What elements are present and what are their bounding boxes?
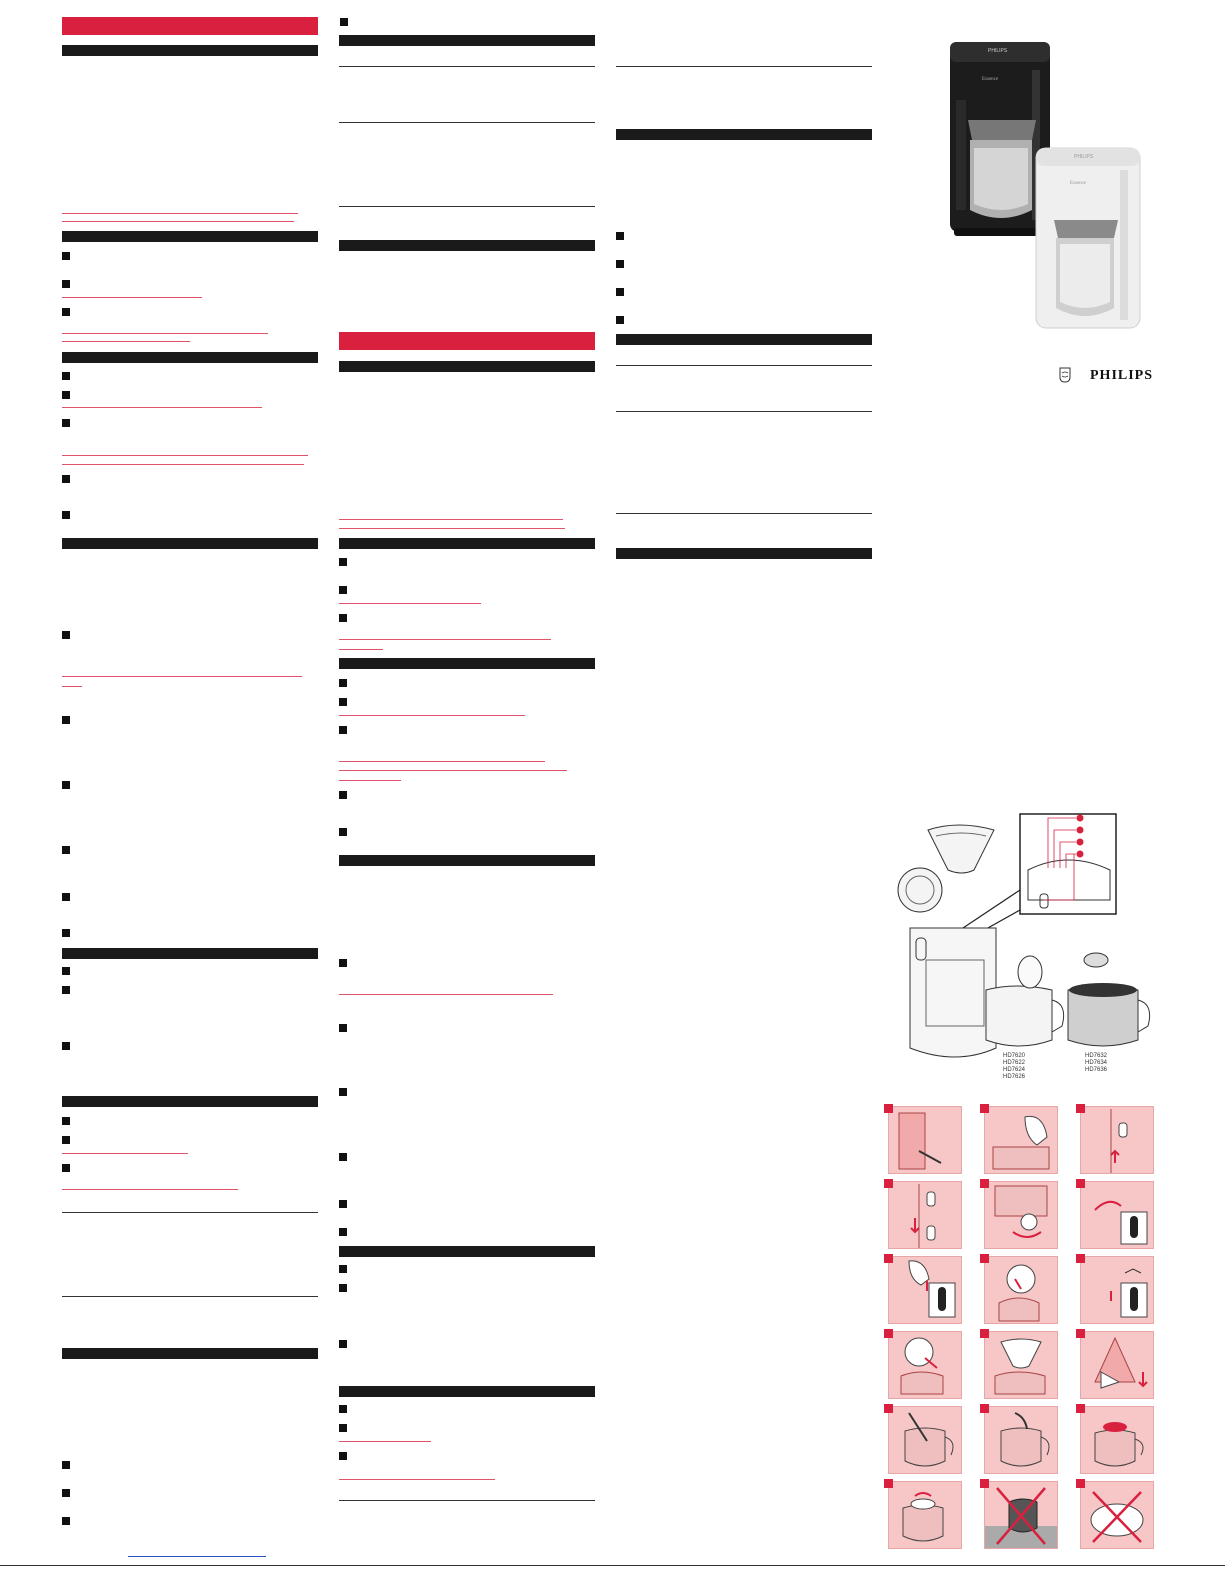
bullet-square-icon — [616, 232, 624, 240]
bullet-square-icon — [339, 1284, 347, 1292]
bullet-square-icon — [339, 1088, 347, 1096]
note-line — [62, 333, 268, 334]
step-panel — [1080, 1331, 1154, 1399]
step-panel — [984, 1331, 1058, 1399]
section-heading-bar — [339, 538, 595, 549]
divider-rule — [616, 66, 872, 67]
step-number-marker — [980, 1479, 989, 1488]
divider-rule — [616, 365, 872, 366]
bullet-square-icon — [62, 986, 70, 994]
step-number-marker — [884, 1479, 893, 1488]
step-panel — [888, 1181, 962, 1249]
bullet-square-icon — [62, 631, 70, 639]
step-number-marker — [884, 1104, 893, 1113]
important-note-line — [339, 528, 565, 529]
bullet-square-icon — [339, 1424, 347, 1432]
note-line — [62, 341, 190, 342]
bullet-square-icon — [62, 781, 70, 789]
bullet-square-icon — [339, 614, 347, 622]
note-line — [62, 297, 202, 298]
model-list-thermo: HD7632 HD7634 HD7636 — [1085, 1053, 1108, 1073]
divider-rule — [339, 66, 595, 67]
bullet-square-icon — [339, 679, 347, 687]
note-line — [339, 994, 553, 995]
section-heading-bar — [339, 240, 595, 251]
bullet-square-icon — [339, 1405, 347, 1413]
section-heading-bar — [339, 1386, 595, 1397]
section-heading-bar — [62, 1348, 318, 1359]
bullet-square-icon — [62, 308, 70, 316]
note-line — [62, 464, 304, 465]
step-panel — [888, 1106, 962, 1174]
step-number-marker — [1076, 1404, 1085, 1413]
divider-rule — [339, 122, 595, 123]
model-list-glass: HD7620 HD7622 HD7624 HD7626 — [1003, 1053, 1026, 1080]
step-panel — [984, 1181, 1058, 1249]
bullet-square-icon — [62, 419, 70, 427]
bullet-square-icon — [339, 698, 347, 706]
bullet-square-icon — [616, 288, 624, 296]
note-line — [339, 761, 545, 762]
note-line — [339, 1479, 495, 1480]
bullet-square-icon — [62, 1517, 70, 1525]
note-line — [62, 686, 82, 687]
section-heading-bar — [339, 855, 595, 866]
section-heading-bar — [62, 1096, 318, 1107]
important-note-line — [62, 213, 298, 214]
section-heading-bar — [616, 548, 872, 559]
step-panel — [888, 1256, 962, 1324]
bullet-square-icon — [616, 260, 624, 268]
step-number-marker — [884, 1329, 893, 1338]
step-number-marker — [1076, 1104, 1085, 1113]
bullet-square-icon — [62, 967, 70, 975]
step-number-marker — [980, 1179, 989, 1188]
note-line — [62, 455, 308, 456]
step-panel — [1080, 1406, 1154, 1474]
step-number-marker — [1076, 1254, 1085, 1263]
divider-rule — [62, 1212, 318, 1213]
section-heading-bar — [339, 361, 595, 372]
machine-name: Essence — [1070, 181, 1087, 186]
bullet-square-icon — [62, 511, 70, 519]
note-line — [62, 1189, 238, 1190]
note-line — [339, 649, 383, 650]
step-panel — [984, 1406, 1058, 1474]
bullet-square-icon — [339, 1153, 347, 1161]
section-heading-bar — [616, 334, 872, 345]
section-heading-bar — [62, 538, 318, 549]
note-line — [62, 407, 262, 408]
section-heading-bar — [62, 352, 318, 363]
step-panel — [1080, 1106, 1154, 1174]
page-footer-line — [0, 1565, 1225, 1566]
bullet-square-icon — [62, 1117, 70, 1125]
bullet-square-icon — [339, 558, 347, 566]
note-line — [339, 639, 551, 640]
bullet-square-icon — [62, 372, 70, 380]
important-note-line — [339, 519, 563, 520]
step-panel — [888, 1481, 962, 1549]
step-number-marker — [980, 1104, 989, 1113]
note-line — [339, 780, 401, 781]
bullet-square-icon — [62, 893, 70, 901]
bullet-square-icon — [62, 280, 70, 288]
section-heading-bar — [339, 658, 595, 669]
step-panel — [984, 1256, 1058, 1324]
important-note-line — [62, 221, 294, 222]
machine-logo: PHILIPS — [1074, 154, 1094, 160]
bullet-square-icon — [339, 828, 347, 836]
coffee-maker-product-image — [940, 30, 1150, 340]
note-line — [62, 1153, 188, 1154]
bullet-square-icon — [339, 1200, 347, 1208]
note-line — [62, 676, 302, 677]
section-heading-bar — [616, 129, 872, 140]
bullet-square-icon — [339, 1340, 347, 1348]
section-heading-bar — [62, 948, 318, 959]
note-line — [339, 603, 481, 604]
step-number-marker — [980, 1329, 989, 1338]
section-heading-bar — [62, 231, 318, 242]
divider-rule — [616, 513, 872, 514]
bullet-square-icon — [62, 252, 70, 260]
bullet-square-icon — [62, 1164, 70, 1172]
bullet-square-icon — [339, 726, 347, 734]
step-number-marker — [1076, 1479, 1085, 1488]
philips-shield-icon — [1059, 367, 1071, 383]
step-panel — [984, 1481, 1058, 1549]
section-heading-bar — [62, 45, 318, 56]
bullet-square-icon — [339, 1024, 347, 1032]
note-line — [339, 1441, 431, 1442]
step-number-marker — [980, 1404, 989, 1413]
divider-rule — [62, 1296, 318, 1297]
bullet-square-icon — [339, 791, 347, 799]
bullet-square-icon — [339, 1452, 347, 1460]
bullet-square-icon — [62, 1461, 70, 1469]
divider-rule — [339, 1500, 595, 1501]
bullet-square-icon — [339, 586, 347, 594]
bullet-square-icon — [339, 1265, 347, 1273]
bullet-square-icon — [339, 1228, 347, 1236]
bullet-square-icon — [62, 846, 70, 854]
footer-link-underline[interactable] — [128, 1556, 266, 1557]
language-header-bar — [339, 332, 595, 350]
machine-logo: PHILIPS — [988, 48, 1008, 54]
bullet-square-icon — [62, 475, 70, 483]
machine-name: Essence — [982, 77, 999, 82]
divider-rule — [616, 411, 872, 412]
bullet-square-icon — [62, 1136, 70, 1144]
parts-diagram — [890, 810, 1160, 1090]
divider-rule — [339, 206, 595, 207]
step-panel — [1080, 1256, 1154, 1324]
bullet-square-icon — [616, 316, 624, 324]
language-header-bar — [62, 17, 318, 35]
section-heading-bar — [339, 35, 595, 46]
bullet-square-icon — [62, 391, 70, 399]
bullet-square-icon — [340, 18, 348, 26]
step-panel — [888, 1331, 962, 1399]
bullet-square-icon — [339, 959, 347, 967]
step-number-marker — [884, 1404, 893, 1413]
note-line — [339, 770, 567, 771]
note-line — [339, 715, 525, 716]
step-illustration-grid — [882, 1104, 1152, 1550]
step-number-marker — [884, 1179, 893, 1188]
step-number-marker — [1076, 1329, 1085, 1338]
bullet-square-icon — [62, 929, 70, 937]
step-panel — [1080, 1181, 1154, 1249]
step-number-marker — [884, 1254, 893, 1263]
bullet-square-icon — [62, 1042, 70, 1050]
section-heading-bar — [339, 1246, 595, 1257]
step-panel — [1080, 1481, 1154, 1549]
bullet-square-icon — [62, 1489, 70, 1497]
step-panel — [888, 1406, 962, 1474]
bullet-square-icon — [62, 716, 70, 724]
step-panel — [984, 1106, 1058, 1174]
step-number-marker — [1076, 1179, 1085, 1188]
brand-logo: PHILIPS — [1090, 368, 1154, 383]
step-number-marker — [980, 1254, 989, 1263]
